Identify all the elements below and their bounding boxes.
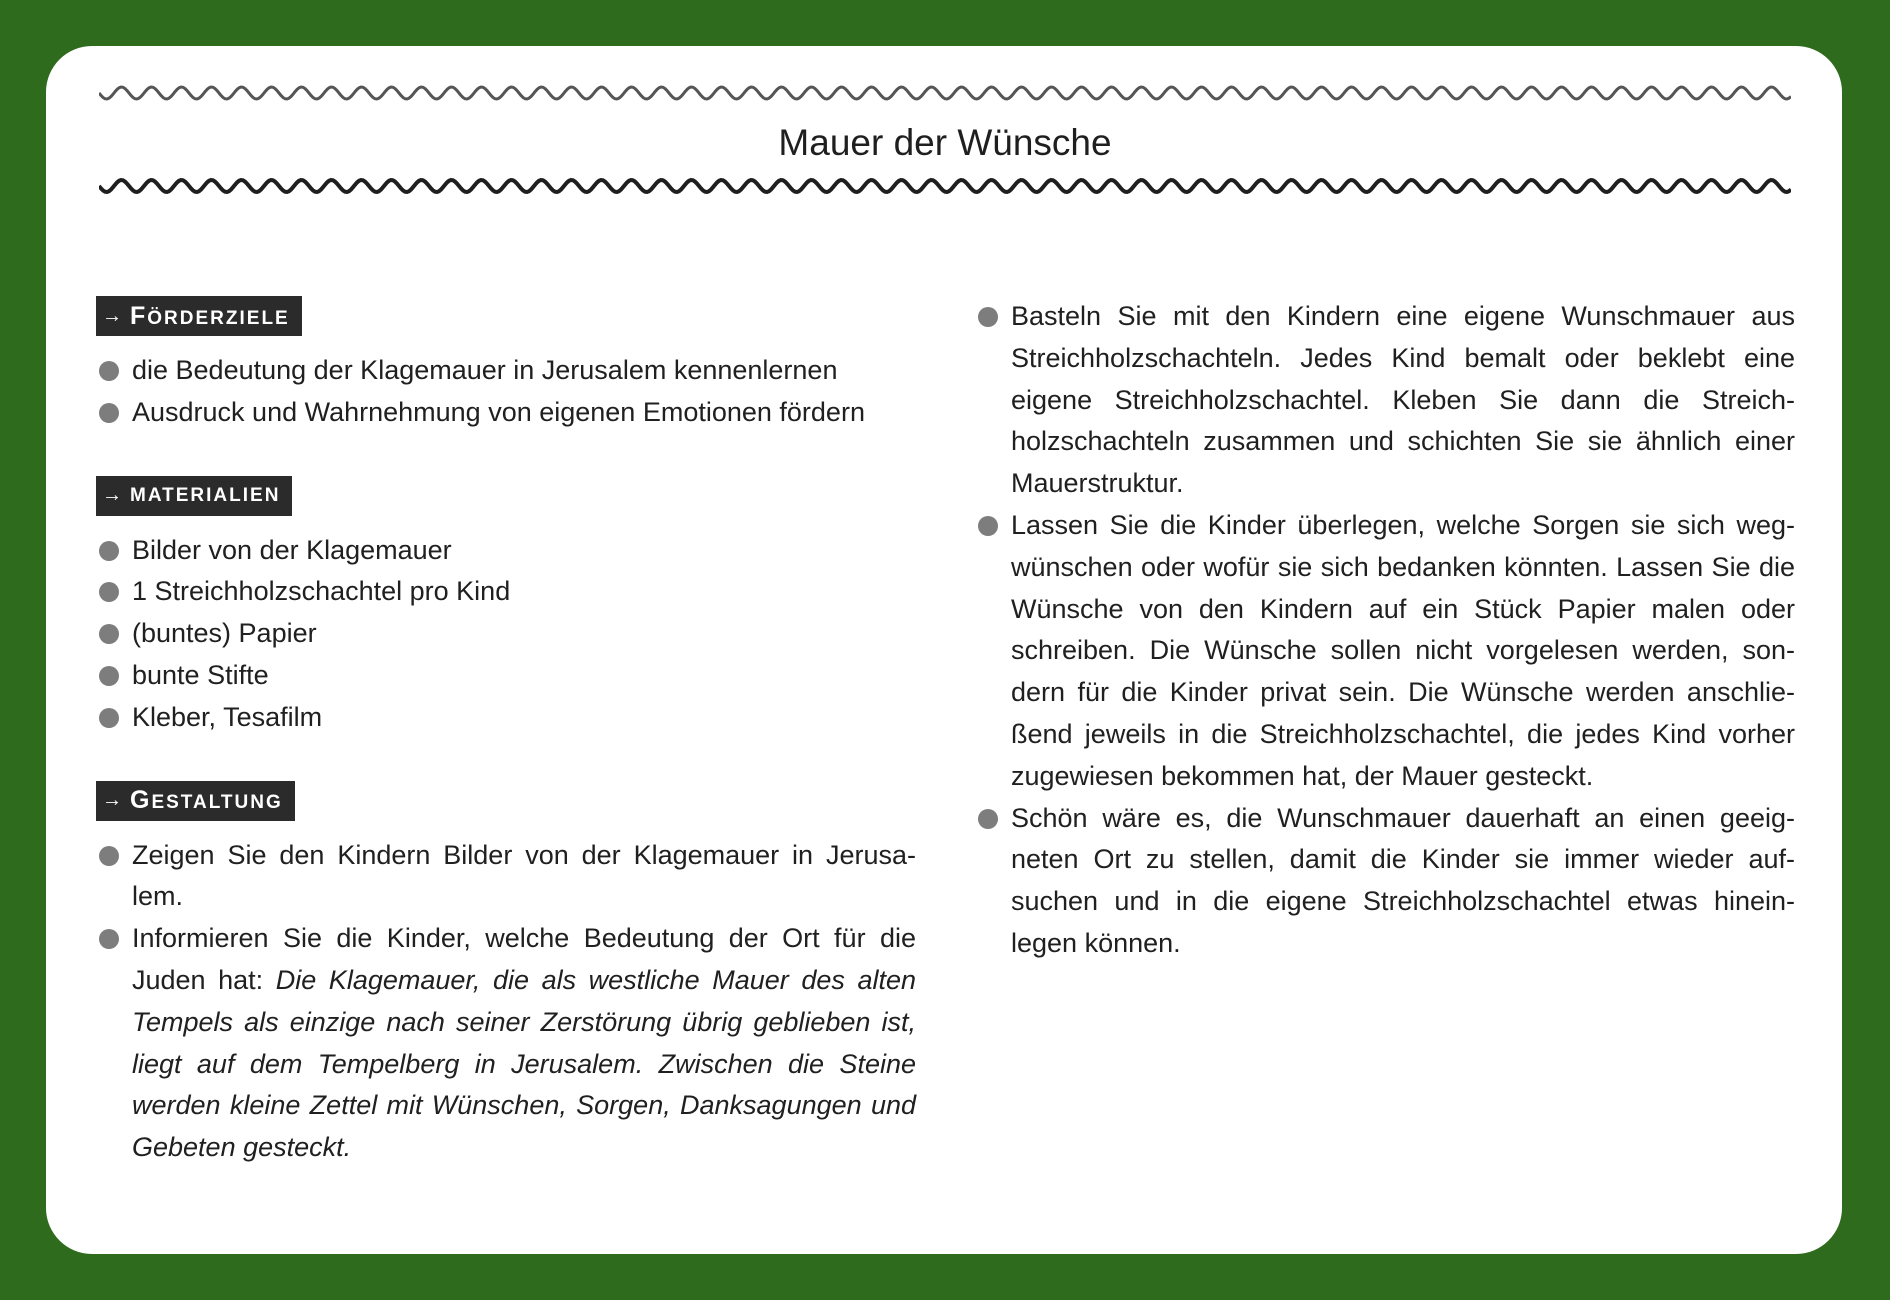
list-item: Basteln Sie mit den Kindern eine eigene Wunschmauer aus Streichholzschachteln. Jedes Kind bemalt oder beklebt eine eigene Streichholzschachtel. Kleben Sie dann die Streich-holzschachteln zusammen und schichten Sie sie ähnlich einer Mauerstruktur. — [975, 296, 1795, 505]
wavy-divider-top — [99, 85, 1791, 101]
section-materialien — [96, 476, 916, 739]
list-item: Schön wäre es, die Wunschmauer dauerhaft an einen geeig-neten Ort zu stellen, damit die Kinder sie immer wieder auf-suchen und in die eigene Streichholzschachtel etwas hinein-legen können. — [975, 798, 1795, 965]
section-foerderziele — [96, 296, 916, 434]
list-item: Kleber, Tesafilm — [96, 697, 916, 739]
list-item: 1 Streichholzschachtel pro Kind — [96, 571, 916, 613]
arrow-right-icon: → — [102, 484, 122, 507]
right-column — [975, 296, 1795, 965]
gestaltung-list-continued — [975, 296, 1795, 965]
list-item: Informieren Sie die Kinder, welche Bedeutung der Ort für die Juden hat: Die Klagemauer, die als westliche Mauer des alten Tempels als einzige nach seiner Zerstörung übrig geblieben ist, liegt auf dem Tempelberg in Jerusalem. Zwischen die Steine werden kleine Zettel mit Wünschen, Sorgen, Danksagungen und Gebeten gesteckt. — [96, 918, 916, 1169]
section-gestaltung — [96, 781, 916, 1169]
materialien-list — [96, 530, 916, 739]
list-item: bunte Stifte — [96, 655, 916, 697]
page-title: Mauer der Wünsche — [778, 122, 1112, 163]
bullet-icon — [99, 403, 119, 423]
arrow-right-icon: → — [102, 789, 122, 812]
list-item: Bilder von der Klagemauer — [96, 530, 916, 572]
list-item: Zeigen Sie den Kindern Bilder von der Klagemauer in Jerusa-lem. — [96, 835, 916, 919]
bullet-icon — [99, 361, 119, 381]
bullet-icon — [99, 708, 119, 728]
foerderziele-list — [96, 350, 916, 434]
bullet-icon — [978, 809, 998, 829]
list-item: die Bedeutung der Klagemauer in Jerusalem kennenlernen — [96, 350, 916, 392]
bullet-icon — [978, 516, 998, 536]
bullet-icon — [99, 541, 119, 561]
badge-materialien — [96, 476, 292, 516]
badge-label: MATERIALIEN — [130, 484, 281, 506]
badge-foerderziele — [96, 296, 302, 336]
arrow-right-icon: → — [102, 304, 122, 327]
bullet-icon — [99, 846, 119, 866]
badge-label: FÖRDERZIELE — [130, 301, 290, 330]
bullet-icon — [99, 624, 119, 644]
wavy-divider-bottom — [99, 178, 1791, 194]
left-column — [96, 296, 916, 1211]
gestaltung-list — [96, 835, 916, 1169]
italic-quote: Die Klagemauer, die als westliche Mauer des alten Tempels als einzige nach seiner Zerstörung übrig geblieben ist, liegt auf dem Tempelberg in Jerusalem. Zwischen die Steine werden kleine Zettel mit Wünschen, Sorgen, Danksagungen und Gebeten gesteckt. — [132, 964, 916, 1163]
bullet-icon — [99, 666, 119, 686]
bullet-icon — [978, 307, 998, 327]
list-item: (buntes) Papier — [96, 613, 916, 655]
bullet-icon — [99, 929, 119, 949]
badge-label: GESTALTUNG — [130, 786, 283, 815]
list-item: Ausdruck und Wahrnehmung von eigenen Emotionen fördern — [96, 392, 916, 434]
list-item: Lassen Sie die Kinder überlegen, welche Sorgen sie sich weg-wünschen oder wofür sie sich bedanken könnten. Lassen Sie die Wünsche von den Kindern auf ein Stück Papier malen oder schreiben. Die Wünsche sollen nicht vorgelesen werden, son-dern für die Kinder privat sein. Die Wünsche werden anschlie-ßend jeweils in die Streichholzschachtel, die jedes Kind vorher zugewiesen bekommen hat, der Mauer gesteckt. — [975, 505, 1795, 798]
bullet-icon — [99, 582, 119, 602]
badge-gestaltung — [96, 781, 295, 821]
